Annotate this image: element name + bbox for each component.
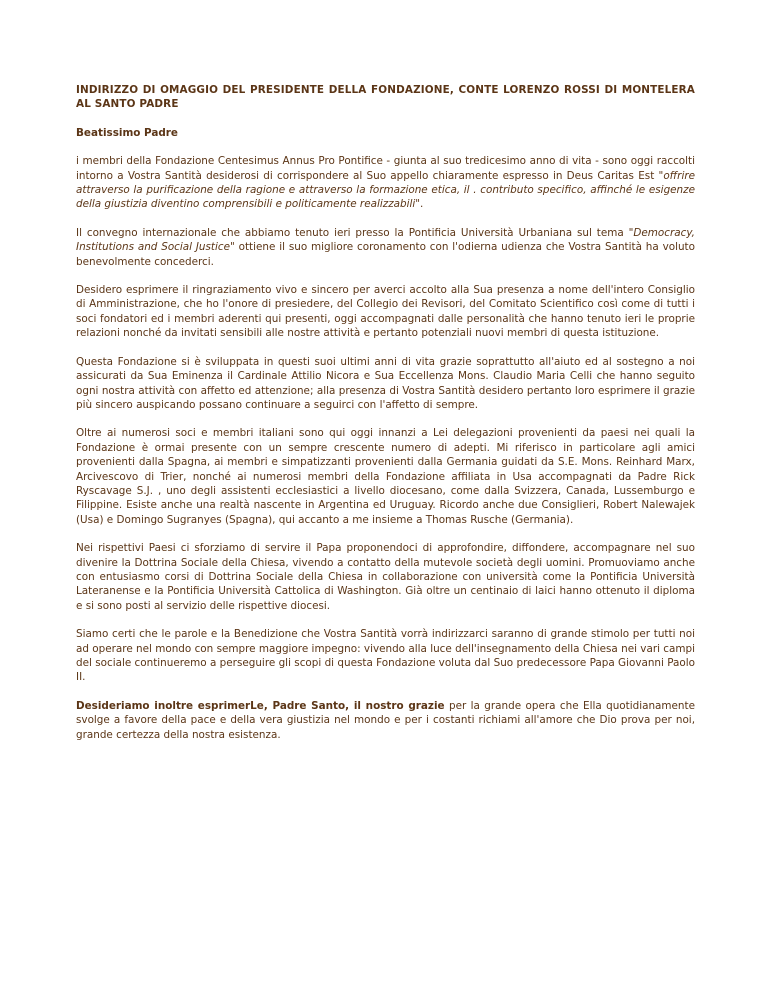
paragraph-4: Questa Fondazione si è sviluppata in questi suoi ultimi anni di vita grazie soprattutto all'aiuto ed al sostegno a noi assicurati da Sua Eminenza il Cardinale Attilio Nicora e Sua Eccellenza Mons. Claudio Maria Celli che hanno seguito ogni nostra attività con affetto ed attenzione; alla presenza di Vostra Santità desidero pertanto loro esprimere il grazie più sincero auspicando possano continuare a seguirci con l'affetto di sempre. — [76, 355, 695, 411]
paragraph-1-text-b: ". — [415, 198, 424, 211]
paragraph-2 — [76, 226, 695, 269]
paragraph-2-quote: Democracy, Institutions and Social Justice — [76, 226, 695, 254]
salutation: Beatissimo Padre — [76, 126, 178, 139]
paragraph-5: Oltre ai numerosi soci e membri italiani sono qui oggi innanzi a Lei delegazioni provenienti da paesi nei quali la Fondazione è ormai presente con un sempre crescente numero di adepti. Mi riferisco in particolare agli amici provenienti dalla Spagna, ai membri e simpatizzanti provenienti dalla Germania guidati da S.E. Mons. Reinhard Marx, Arcivescovo di Trier, nonché ai numerosi membri della Fondazione affiliata in Usa accompagnati da Padre Rick Ryscavage S.J. , uno degli assistenti ecclesiastici a livello diocesano, come dalla Svizzera, Canada, Lussemburgo e Filippine. Esiste anche una realtà nascente in Argentina ed Uruguay. Ricordo anche due Consiglieri, Robert Nalewajek (Usa) e Domingo Sugranyes (Spagna), qui accanto a me insieme a Thomas Rusche (Germania). — [76, 427, 695, 526]
paragraph-6: Nei rispettivi Paesi ci sforziamo di servire il Papa proponendoci di approfondire, diffondere, accompagnare nel suo divenire la Dottrina Sociale della Chiesa, vivendo a contatto della mutevole società degli uomini. Promuoviamo anche con entusiasmo corsi di Dottrina Sociale della Chiesa in collaborazione con università come la Pontificia Università Lateranense e la Pontificia Università Cattolica di Washington. Già oltre un centinaio di laici hanno ottenuto il diploma e si sono posti al servizio delle rispettive diocesi. — [76, 542, 695, 612]
paragraph-2-text-a: Il convegno internazionale che abbiamo tenuto ieri presso la Pontificia Università Urbaniana sul tema " — [76, 226, 634, 239]
document-title: INDIRIZZO DI OMAGGIO DEL PRESIDENTE DELLA FONDAZIONE, CONTE LORENZO ROSSI DI MONTELERA AL SANTO PADRE — [76, 84, 695, 111]
paragraph-1 — [76, 154, 695, 212]
paragraph-2-text-b: " ottiene il suo migliore coronamento con l'odierna udienza che Vostra Santità ha voluto benevolmente concederci. — [76, 241, 695, 268]
paragraph-3: Desidero esprimere il ringraziamento vivo e sincero per averci accolto alla Sua presenza a nome dell'intero Consiglio di Amministrazione, che ho l'onore di presiedere, del Collegio dei Revisori, del Comitato Scientifico così come di tutti i soci fondatori ed i membri aderenti qui presenti, oggi accompagnati dalle personalità che hanno tenuto ieri le proprie relazioni nonché da invitati sensibili alle nostre attività e pertanto potenziali nuovi membri di questa istituzione. — [76, 284, 695, 340]
paragraph-1-text-a: i membri della Fondazione Centesimus Annus Pro Pontifice - giunta al suo tredicesimo anno di vita - sono oggi raccolti intorno a Vostra Santità desiderosi di corrispondere al Suo appello chiaramente espresso in Deus Caritas Est " — [76, 155, 695, 182]
paragraph-8-bold: Desideriamo inoltre esprimerLe, Padre Santo, il nostro grazie — [76, 699, 445, 712]
paragraph-8-rest: per la grande opera che Ella quotidianamente svolge a favore della pace e della vera giustizia nel mondo e per i costanti richiami all'amore che Dio prova per noi, grande certezza della nostra esistenza. — [76, 699, 695, 741]
paragraph-7: Siamo certi che le parole e la Benedizione che Vostra Santità vorrà indirizzarci saranno di grande stimolo per tutti noi ad operare nel mondo con sempre maggiore impegno: vivendo alla luce dell'insegnamento della Chiesa nei vari campi del sociale continueremo a perseguire gli scopi di questa Fondazione voluta dal Suo predecessore Papa Giovanni Paolo II. — [76, 628, 695, 684]
paragraph-1-quote: offrire attraverso la purificazione della ragione e attraverso la formazione etica, il . contributo specifico, affinché le esigenze della giustizia diventino comprensibili e politicamente realizzabili — [76, 169, 695, 211]
paragraph-8 — [76, 699, 695, 742]
